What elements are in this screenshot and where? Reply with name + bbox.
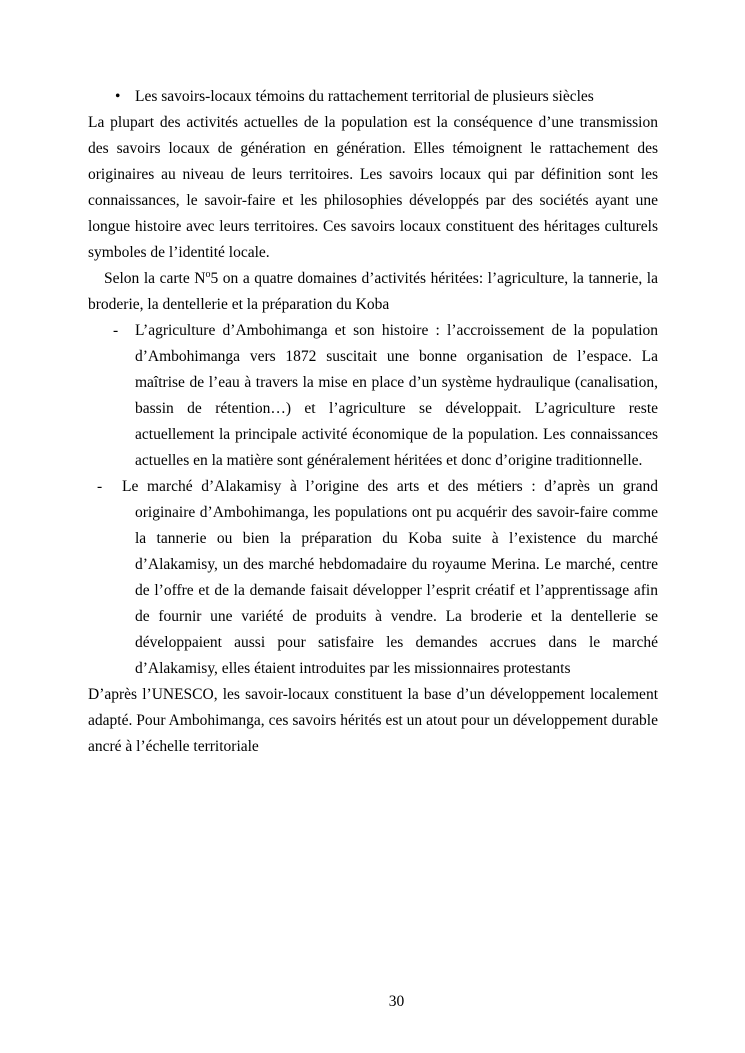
page-content <box>88 84 658 760</box>
dash-marker: - <box>113 322 119 339</box>
paragraph-carte-text-end: 5 on a quatre domaines d’activités héritées: l’agriculture, la tannerie, la broderie, la dentellerie et la préparation du Koba <box>88 270 658 313</box>
bullet-marker: • <box>115 88 121 105</box>
paragraph-carte-text-start: Selon la carte N <box>104 270 206 287</box>
list-item-text: L’agriculture d’Ambohimanga et son histoire : l’accroissement de la population d’Ambohimanga vers 1872 suscitait une bonne organisation de l’espace. La maîtrise de l’eau à travers la mise en place d’un système hydraulique (canalisation, bassin de rétention…) et l’agriculture se développait. L’agriculture reste actuellement la principale activité économique de la population. Les connaissances actuelles en la matière sont généralement héritées et donc d’origine traditionnelle. <box>135 322 658 469</box>
ordinal-superscript: o <box>205 268 211 280</box>
paragraph-carte <box>88 266 658 318</box>
page-number: 30 <box>388 993 405 1010</box>
list-item-agriculture <box>88 318 658 474</box>
list-item-text: Le marché d’Alakamisy à l’origine des arts et des métiers : d’après un grand originaire d’Ambohimanga, les populations ont pu acquérir des savoir-faire comme la tannerie ou bien la préparation du Koba suite à l’existence du marché d’Alakamisy, un des marché hebdomadaire du royaume Merina. Le marché, centre de l’offre et de la demande faisait développer l’esprit créatif et l’apprentissage afin de fournir une variété de produits à vendre. La broderie et la dentellerie se développaient aussi pour satisfaire les demandes accrues dans le marché d’Alakamisy, elles étaient introduites par les missionnaires protestants <box>122 478 658 677</box>
paragraph-unesco: D’après l’UNESCO, les savoir-locaux constituent la base d’un développement localement adapté. Pour Ambohimanga, ces savoirs hérités est un atout pour un développement durable ancré à l’échelle territoriale <box>88 686 658 755</box>
bullet-list-item <box>88 84 658 110</box>
bullet-item-text: Les savoirs-locaux témoins du rattachement territorial de plusieurs siècles <box>135 88 594 105</box>
paragraph-transmission: La plupart des activités actuelles de la population est la conséquence d’une transmission des savoirs locaux de génération en génération. Elles témoignent le rattachement des originaires au niveau de leurs territoires. Les savoirs locaux qui par définition sont les connaissances, le savoir-faire et les philosophies développés par des sociétés ayant une longue histoire avec leurs territoires. Ces savoirs locaux constituent des héritages culturels symboles de l’identité locale. <box>88 114 658 261</box>
list-item-marche: - Le marché d’Alakamisy à l’origine des arts et des métiers : d’après un grand originaire d’Ambohimanga, les populations ont pu acquérir des savoir-faire comme la tannerie ou bien la préparation du Koba suite à l’existence du marché d’Alakamisy, un des marché hebdomadaire du royaume Merina. Le marché, centre de l’offre et de la demande faisait développer l’esprit créatif et l’apprentissage afin de fournir une variété de produits à vendre. La broderie et la dentellerie se développaient aussi pour satisfaire les demandes accrues dans le marché d’Alakamisy, elles étaient introduites par les missionnaires protestants <box>97 478 658 677</box>
